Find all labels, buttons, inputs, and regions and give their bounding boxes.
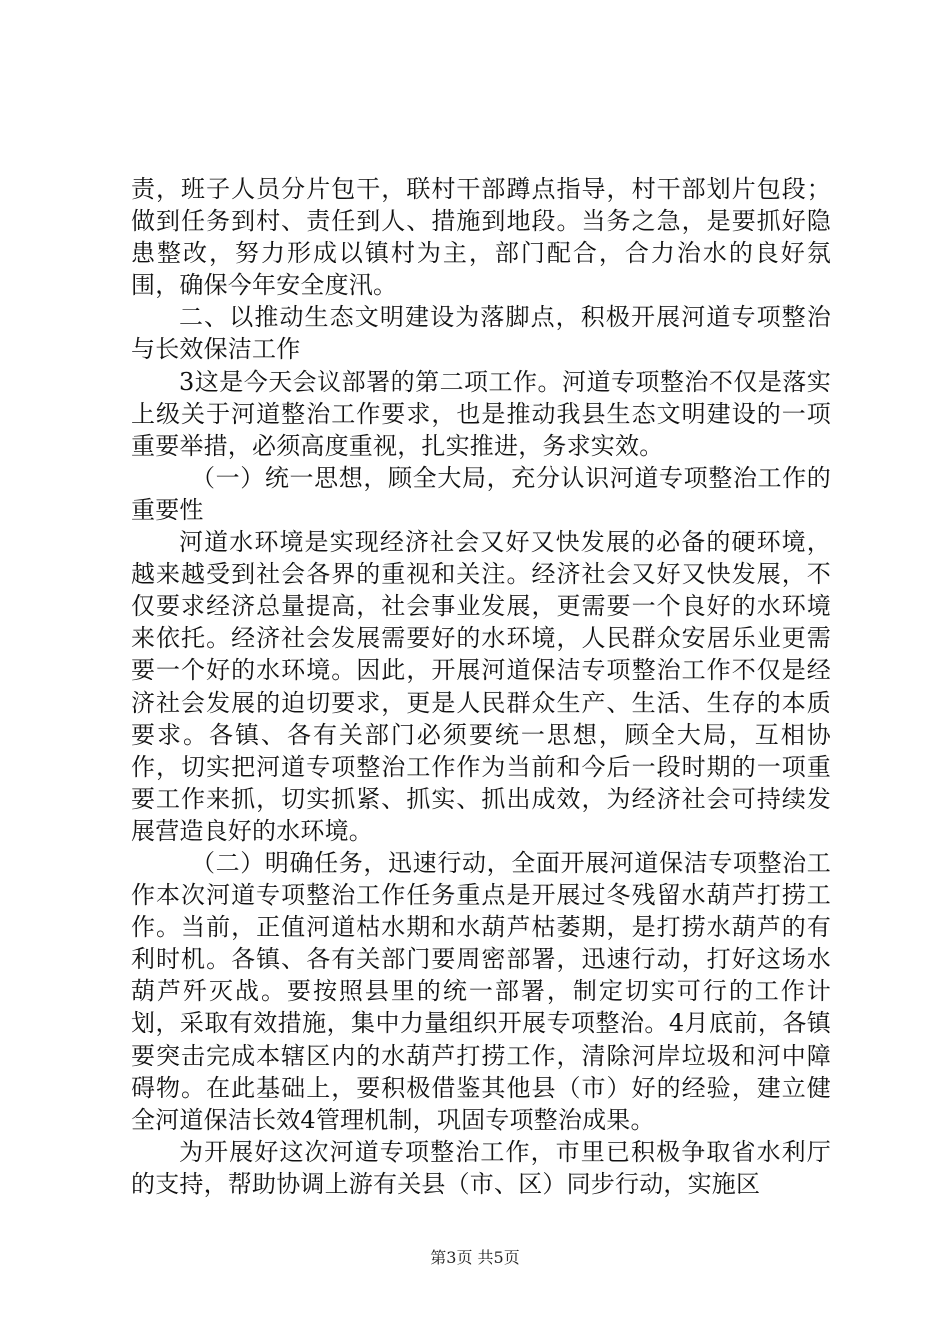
subheading-one: （一）统一思想，顾全大局，充分认识河道专项整治工作的重要性 (131, 463, 831, 524)
page-number-footer: 第3页 共5页 (430, 1248, 520, 1267)
subheading-two-with-body: （二）明确任务，迅速行动，全面开展河道保洁专项整治工作本次河道专项整治工作任务重点是开展过冬残留水葫芦打捞工作。当前，正值河道枯水期和水葫芦枯萎期，是打捞水葫芦的有利时机。各镇、各有关部门要周密部署，迅速行动，打好这场水葫芦歼灭战。要按照县里的统一部署，制定切实可行的工作计划，采取有效措施，集中力量组织开展专项整治。4月底前，各镇要突击完成本辖区内的水葫芦打捞工作，清除河岸垃圾和河中障碍物。在此基础上，要积极借鉴其他县（市）好的经验，建立健全河道保洁长效4管理机制，巩固专项整治成果。 (131, 848, 831, 1134)
paragraph-responsibility-continuation: 责，班子人员分片包干，联村干部蹲点指导，村干部划片包段；做到任务到村、责任到人、措施到地段。当务之急，是要抓好隐患整改，努力形成以镇村为主，部门配合，合力治水的良好氛围，确保今年安全度汛。 (131, 175, 831, 300)
paragraph-provincial-support: 为开展好这次河道专项整治工作，市里已积极争取省水利厅的支持，帮助协调上游有关县（市、区）同步行动，实施区 (131, 1137, 831, 1198)
section-heading-two: 二、以推动生态文明建设为落脚点，积极开展河道专项整治与长效保洁工作 (131, 303, 831, 364)
paragraph-second-task-intro: 3这是今天会议部署的第二项工作。河道专项整治不仅是落实上级关于河道整治工作要求，也是推动我县生态文明建设的一项重要举措，必须高度重视，扎实推进，务求实效。 (131, 367, 831, 460)
document-body (131, 173, 831, 1200)
paragraph-water-environment: 河道水环境是实现经济社会又好又快发展的必备的硬环境，越来越受到社会各界的重视和关注。经济社会又好又快发展，不仅要求经济总量提高，社会事业发展，更需要一个良好的水环境来依托。经济社会发展需要好的水环境，人民群众安居乐业更需要一个好的水环境。因此，开展河道保洁专项整治工作不仅是经济社会发展的迫切要求，更是人民群众生产、生活、生存的本质要求。各镇、各有关部门必须要统一思想，顾全大局，互相协作，切实把河道专项整治工作作为当前和今后一段时期的一项重要工作来抓，切实抓紧、抓实、抓出成效，为经济社会可持续发展营造良好的水环境。 (131, 528, 831, 845)
